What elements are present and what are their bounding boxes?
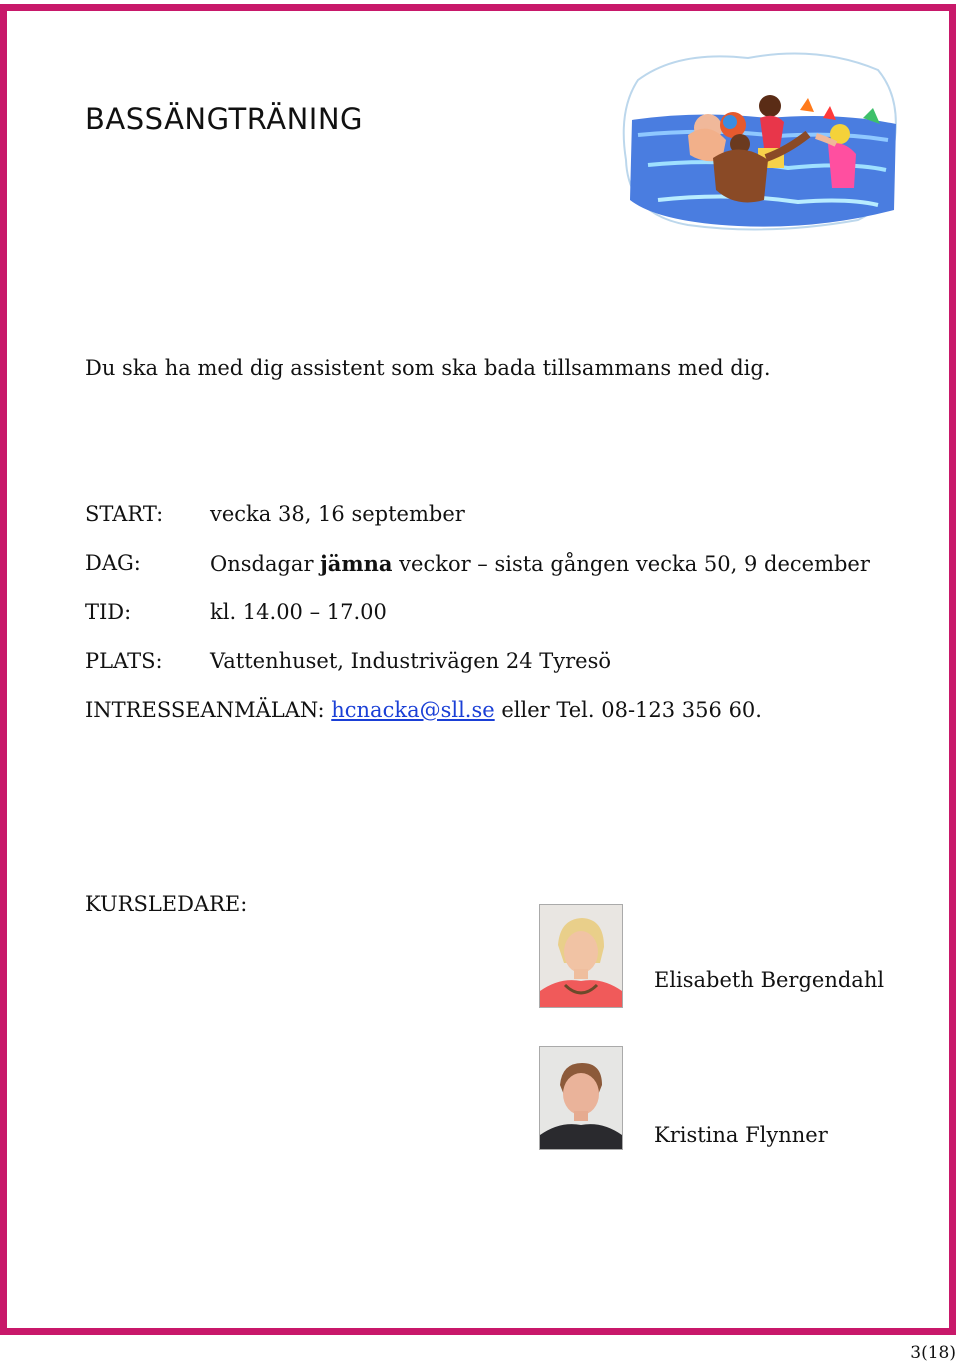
email-link[interactable]: hcnacka@sll.se [331, 698, 495, 722]
plats-label: PLATS: [85, 649, 163, 673]
kursledare-label: KURSLEDARE: [85, 892, 248, 916]
interest-row [85, 698, 762, 722]
leader-name: Elisabeth Bergendahl [654, 968, 885, 992]
start-label: START: [85, 502, 164, 526]
dag-prefix: Onsdagar [210, 552, 321, 576]
dag-suffix: veckor – sista gången vecka 50, 9 december [392, 552, 870, 576]
intro-text: Du ska ha med dig assistent som ska bada tillsammans med dig. [85, 356, 771, 380]
plats-value: Vattenhuset, Industrivägen 24 Tyresö [210, 649, 611, 673]
tid-label: TID: [85, 600, 132, 624]
tid-value: kl. 14.00 – 17.00 [210, 600, 387, 624]
leader-name: Kristina Flynner [654, 1123, 828, 1147]
leader-photo [539, 1046, 623, 1150]
dag-label: DAG: [85, 551, 141, 575]
page-number: 3(18) [910, 1343, 956, 1363]
portrait-image [540, 1047, 622, 1149]
portrait-image [540, 905, 622, 1007]
leader-photo [539, 904, 623, 1008]
interest-label: INTRESSEANMÄLAN: [85, 698, 332, 722]
interest-suffix: eller Tel. 08-123 356 60. [494, 698, 762, 722]
dag-bold: jämna [320, 551, 393, 576]
start-value: vecka 38, 16 september [210, 502, 465, 526]
swimming-clipart-image [618, 40, 900, 236]
dag-value [210, 551, 870, 576]
page-title: BASSÄNGTRÄNING [85, 102, 363, 136]
